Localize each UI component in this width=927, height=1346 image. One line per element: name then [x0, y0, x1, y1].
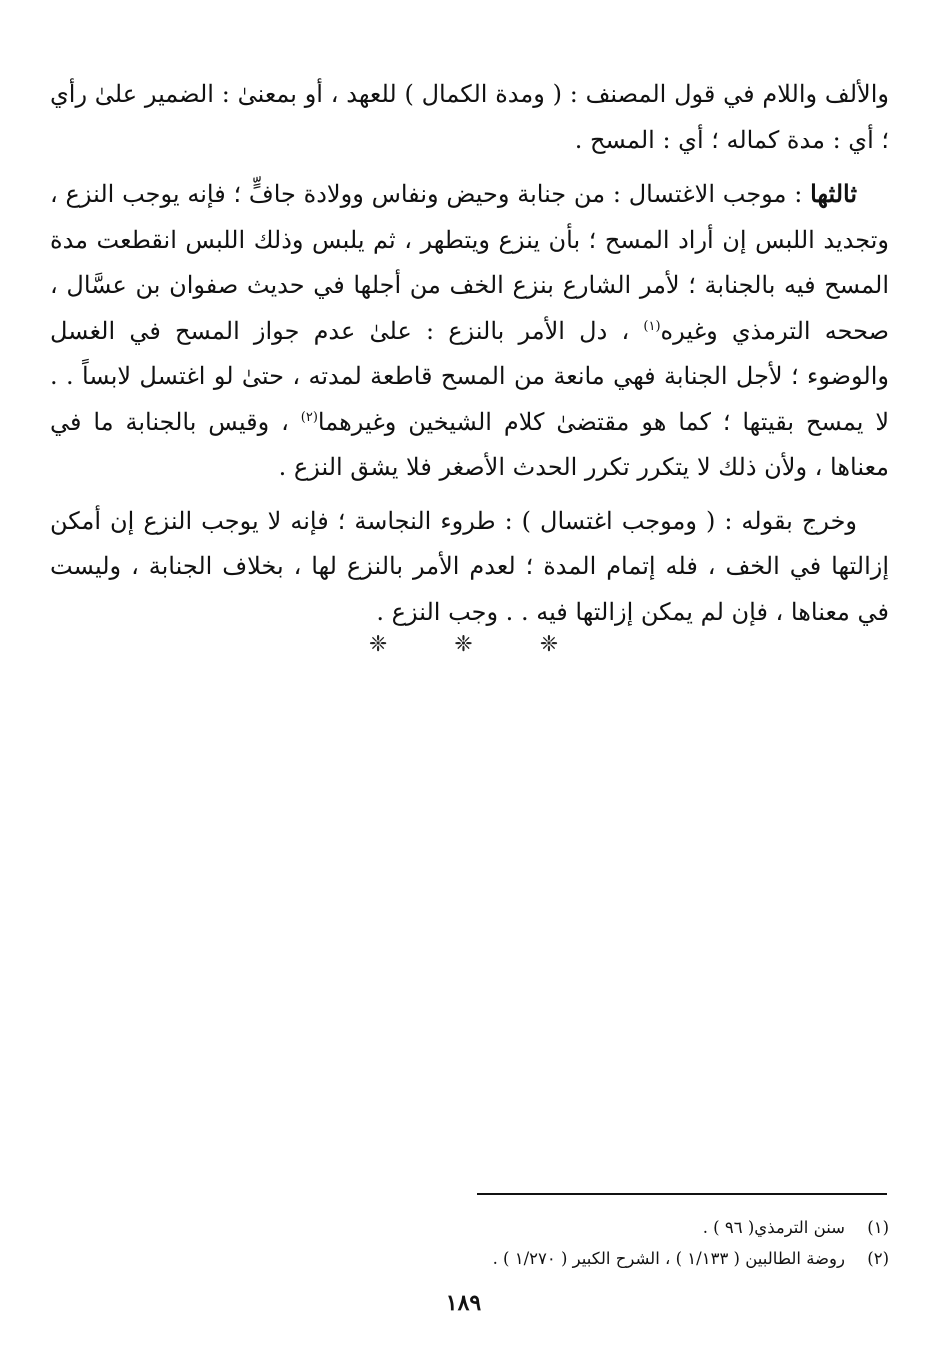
paragraph-2-text-b: ، دل الأمر بالنزع : علىٰ عدم جواز المسح في الغسل والوضوء ؛ لأجل الجنابة فهي مانعة من المسح قاطعة لمدته ، حتىٰ لو اغتسل لابساً . . لا يمسح بقيتها ؛ كما هو مقتضىٰ كلام الشيخين وغيرهما	[50, 316, 890, 436]
footnote-ref-1: (١)	[643, 318, 661, 334]
footnote-text: سنن الترمذي( ٩٦ ) .	[702, 1218, 845, 1237]
footnotes	[60, 1212, 889, 1274]
footnote-number: (٢)	[867, 1249, 889, 1268]
footnote-2	[60, 1243, 889, 1274]
footnote-number: (١)	[867, 1218, 889, 1237]
page-number: ١٨٩	[445, 1290, 482, 1316]
footnote-1	[60, 1212, 889, 1243]
paragraph-1: والألف واللام في قول المصنف : ( ومدة الكمال ) للعهد ، أو بمعنىٰ : الضمير علىٰ رأي ؛ أي : مدة كماله ؛ أي : المسح .	[50, 80, 889, 154]
paragraph-2	[50, 171, 889, 491]
paragraph-2-text-a: : موجب الاغتسال : من جنابة وحيض ونفاس وولادة جافٍّ ؛ فإنه يوجب النزع ، وتجديد اللبس إن أراد المسح ؛ بأن ينزع ويتطهر ، ثم يلبس وذلك اللبس انقطعت مدة المسح فيه بالجنابة ؛ لأمر الشارع بنزع الخف من أجلها في حديث صفوان بن عسَّال ، صححه الترمذي وغيره	[50, 180, 889, 345]
paragraph-3: وخرج بقوله : ( وموجب اغتسال ) : طروء النجاسة ؛ فإنه لا يوجب النزع إن أمكن إزالتها في الخف ، فله إتمام المدة ؛ لعدم الأمر بالنزع لها ، بخلاف الجنابة ، وليست في معناها ، فإن لم يمكن إزالتها فيه . . وجب النزع .	[50, 506, 889, 626]
paragraph-2-lead: ثالثها	[810, 179, 857, 208]
footnote-divider	[477, 1193, 887, 1195]
main-text	[50, 72, 889, 643]
section-separator: ❈ ❈ ❈	[368, 632, 589, 657]
footnote-text: روضة الطالبين ( ١/١٣٣ ) ، الشرح الكبير ( ١/٢٧٠ ) .	[492, 1249, 845, 1268]
paragraph-2-text-c: ، وقيس بالجنابة ما في معناها ، ولأن ذلك لا يتكرر تكرر الحدث الأصغر فلا يشق النزع .	[50, 407, 889, 481]
footnote-ref-2: (٢)	[300, 409, 318, 425]
